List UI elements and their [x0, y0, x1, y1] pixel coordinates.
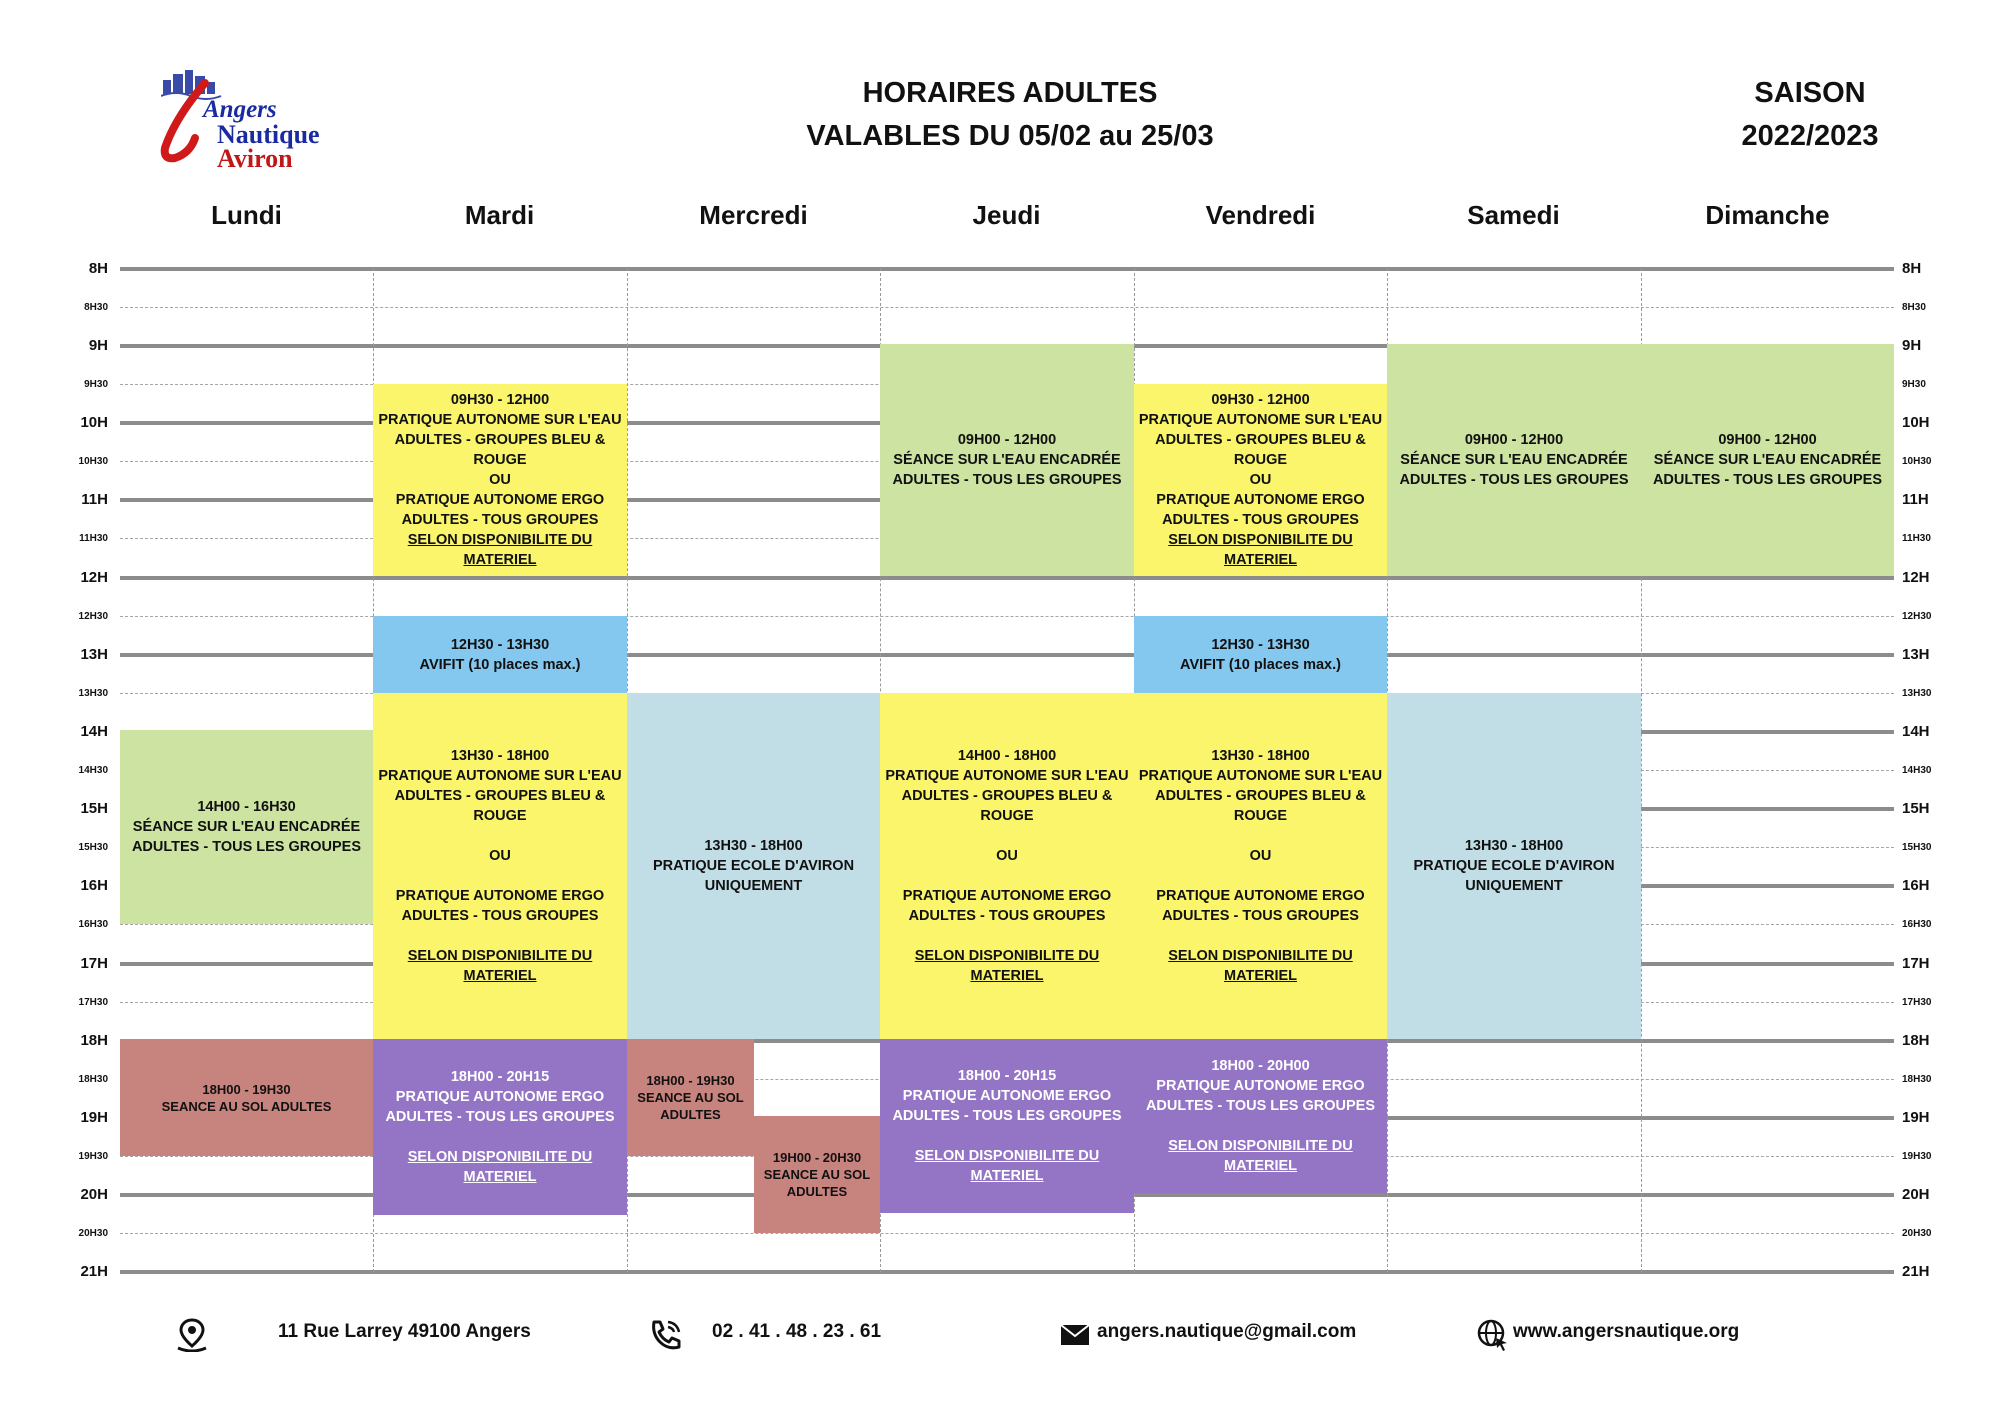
season-label	[1680, 72, 1940, 158]
hour-label: 13H	[80, 646, 108, 663]
session-time: 13H30 - 18H00	[450, 748, 550, 764]
session-text: PRATIQUE AUTONOME ERGO	[1156, 1078, 1365, 1094]
hour-label: 8H30	[1902, 302, 1926, 313]
hour-label: 19H	[80, 1109, 108, 1126]
hour-label: 12H	[80, 569, 108, 586]
session-text: ROUGE	[980, 808, 1034, 824]
session-time: 09H00 - 12H00	[957, 432, 1057, 448]
session-block-vendredi-morning	[1134, 384, 1387, 576]
hour-label: 13H30	[1902, 688, 1932, 699]
session-text: AVIFIT (10 places max.)	[1180, 656, 1341, 673]
day-header-lundi: Lundi	[211, 200, 282, 230]
logo	[155, 64, 345, 173]
hour-label: 14H30	[78, 765, 108, 776]
phone-icon	[648, 1318, 684, 1352]
session-time: 09H30 - 12H00	[450, 392, 550, 408]
hour-label: 17H	[80, 955, 108, 972]
session-time: 14H00 - 16H30	[197, 799, 296, 815]
session-block-jeudi-morning	[880, 344, 1134, 576]
session-text: PRATIQUE AUTONOME ERGO	[395, 888, 605, 904]
hour-label: 11H30	[79, 533, 108, 544]
hour-label: 18H30	[1902, 1074, 1932, 1085]
hour-label: 15H	[80, 800, 108, 817]
title-line-2: VALABLES DU 05/02 au 25/03	[806, 120, 1214, 152]
session-text: PRATIQUE AUTONOME SUR L'EAU	[885, 768, 1129, 784]
session-or: OU	[489, 848, 511, 864]
session-text: SÉANCE SUR L'EAU ENCADRÉE	[1400, 452, 1628, 468]
session-block-mardi-evening	[373, 1039, 627, 1215]
session-text: ADULTES - TOUS LES GROUPES	[892, 472, 1122, 488]
session-block-lundi-evening	[120, 1039, 373, 1156]
day-header-mercredi: Mercredi	[699, 200, 808, 230]
session-time: 14H00 - 18H00	[957, 748, 1057, 764]
session-block-lundi-afternoon	[120, 730, 373, 924]
session-or: OU	[996, 848, 1018, 864]
session-text: ROUGE	[473, 452, 527, 468]
hour-label: 12H30	[78, 611, 108, 622]
hour-label: 14H	[1902, 723, 1930, 740]
hour-label: 10H30	[1902, 456, 1932, 467]
session-block-jeudi-evening	[880, 1039, 1134, 1213]
session-block-samedi-afternoon	[1387, 693, 1641, 1039]
session-text: ADULTES - GROUPES BLEU &	[901, 788, 1113, 804]
session-text: ADULTES - TOUS LES GROUPES	[1145, 1098, 1376, 1114]
session-text: ADULTES - GROUPES BLEU &	[394, 788, 606, 804]
session-text: SEANCE AU SOL ADULTES	[161, 1098, 332, 1114]
hour-label: 17H30	[1902, 997, 1932, 1008]
session-or: OU	[1249, 848, 1272, 864]
hour-label: 15H30	[1902, 842, 1932, 853]
hour-label: 20H	[80, 1186, 108, 1203]
session-time: 18H00 - 20H15	[957, 1068, 1057, 1084]
hour-label: 16H	[1902, 877, 1930, 894]
hour-label: 19H30	[78, 1151, 108, 1162]
session-block-samedi-morning	[1387, 344, 1641, 576]
hour-label: 15H30	[78, 842, 108, 853]
globe-icon	[1476, 1318, 1510, 1352]
session-time: 09H00 - 12H00	[1464, 432, 1564, 448]
hour-label: 8H	[88, 260, 108, 277]
hour-label: 12H30	[1902, 611, 1932, 622]
session-text: PRATIQUE ECOLE D'AVIRON	[652, 858, 855, 874]
session-text: ADULTES - TOUS LES GROUPES	[1652, 472, 1883, 488]
session-text: PRATIQUE AUTONOME SUR L'EAU	[1138, 412, 1383, 428]
session-block-jeudi-afternoon	[880, 693, 1134, 1039]
hour-label: 21H	[1902, 1263, 1930, 1280]
session-block-mercredi-evening-1	[627, 1039, 754, 1156]
hour-label: 16H	[80, 877, 108, 894]
hour-label: 11H30	[1902, 533, 1931, 544]
hour-label: 21H	[80, 1263, 108, 1280]
hour-label: 20H30	[1902, 1228, 1932, 1239]
session-time: 09H30 - 12H00	[1211, 392, 1310, 408]
session-text: ROUGE	[1233, 452, 1288, 468]
footer-email[interactable]: angers.nautique@gmail.com	[1097, 1321, 1357, 1342]
day-header-vendredi: Vendredi	[1205, 200, 1316, 230]
hour-label: 10H	[80, 414, 108, 431]
session-note: SELON DISPONIBILITE DU MATERIEL	[1168, 948, 1353, 984]
session-time: 13H30 - 18H00	[1211, 748, 1310, 764]
session-time: 18H00 - 20H15	[450, 1069, 550, 1085]
hour-label: 17H	[1902, 955, 1930, 972]
session-time: 13H30 - 18H00	[1464, 838, 1564, 854]
day-header-jeudi: Jeudi	[972, 200, 1041, 230]
session-note: SELON DISPONIBILITE DU MATERIEL	[914, 1148, 1100, 1184]
hour-label: 20H30	[78, 1228, 108, 1239]
session-text: ADULTES - GROUPES BLEU &	[1155, 788, 1366, 804]
page-title	[700, 72, 1320, 158]
logo-text-nautique: Nautique	[217, 120, 320, 149]
session-block-mercredi-afternoon	[627, 693, 880, 1039]
session-text: UNIQUEMENT	[704, 878, 803, 894]
gridline	[120, 267, 1894, 271]
hour-label: 11H	[81, 491, 108, 508]
hour-label: 16H30	[78, 919, 108, 930]
footer-website[interactable]: www.angersnautique.org	[1513, 1321, 1740, 1342]
gridline	[120, 576, 1894, 580]
season-line-1: SAISON	[1754, 77, 1866, 109]
footer-phone[interactable]: 02 . 41 . 48 . 23 . 61	[712, 1321, 882, 1342]
hour-label: 18H	[1902, 1032, 1930, 1049]
session-text: ROUGE	[1233, 808, 1288, 824]
session-time: 18H00 - 19H30	[202, 1081, 291, 1097]
session-text: ADULTES - TOUS LES GROUPES	[892, 1108, 1122, 1124]
session-text: PRATIQUE AUTONOME SUR L'EAU	[1138, 768, 1383, 784]
session-time: 13H30 - 18H00	[704, 838, 803, 854]
logo-text-angers: Angers	[203, 96, 277, 123]
hour-label: 12H	[1902, 569, 1930, 586]
session-text: PRATIQUE AUTONOME ERGO	[1156, 888, 1365, 904]
session-text: ADULTES - TOUS GROUPES	[1162, 908, 1359, 924]
session-time: 19H00 - 20H30	[772, 1150, 862, 1165]
session-note: SELON DISPONIBILITE DU MATERIEL	[407, 1149, 593, 1185]
session-text: UNIQUEMENT	[1465, 878, 1563, 894]
hour-label: 15H	[1902, 800, 1930, 817]
session-text: ADULTES	[786, 1184, 848, 1199]
logo-text-aviron: Aviron	[217, 144, 293, 173]
footer-address: 11 Rue Larrey 49100 Angers	[278, 1321, 531, 1342]
hour-label: 9H30	[1902, 379, 1926, 390]
day-header-dimanche: Dimanche	[1705, 200, 1830, 230]
session-text: ADULTES - TOUS LES GROUPES	[1399, 472, 1629, 488]
hour-label: 9H	[1902, 337, 1922, 354]
session-block-mardi-afternoon	[373, 693, 627, 1039]
envelope-icon	[1060, 1324, 1090, 1346]
session-note: SELON DISPONIBILITE DU MATERIEL	[914, 948, 1100, 984]
session-text: PRATIQUE AUTONOME ERGO	[902, 1088, 1112, 1104]
session-note: SELON DISPONIBILITE DU	[1168, 532, 1353, 548]
session-text: SÉANCE SUR L'EAU ENCADRÉE	[1653, 452, 1882, 468]
session-or: OU	[489, 472, 511, 488]
hour-label: 10H30	[78, 456, 108, 467]
day-header-samedi: Samedi	[1467, 200, 1560, 230]
hour-label: 9H	[88, 337, 108, 354]
session-time: 12H30 - 13H30	[1211, 636, 1310, 653]
hour-label: 13H30	[78, 688, 108, 699]
session-text: ADULTES - TOUS GROUPES	[908, 908, 1106, 924]
session-note: SELON DISPONIBILITE DU MATERIEL	[407, 948, 593, 984]
hour-label: 10H	[1902, 414, 1930, 431]
location-pin-icon	[174, 1318, 210, 1352]
hour-label: 8H	[1902, 260, 1922, 277]
session-text: ADULTES - TOUS GROUPES	[401, 512, 599, 528]
hour-label: 20H	[1902, 1186, 1930, 1203]
season-line-2: 2022/2023	[1741, 120, 1879, 152]
session-time: 12H30 - 13H30	[450, 636, 550, 653]
session-block-mardi-morning	[373, 384, 627, 576]
hour-label: 19H	[1902, 1109, 1930, 1126]
session-text: PRATIQUE AUTONOME ERGO	[395, 492, 605, 508]
session-block-dimanche-morning	[1641, 344, 1894, 576]
session-text: ROUGE	[473, 808, 527, 824]
session-text: PRATIQUE ECOLE D'AVIRON	[1413, 858, 1615, 874]
session-text: AVIFIT (10 places max.)	[419, 656, 581, 673]
session-text: PRATIQUE AUTONOME ERGO	[902, 888, 1112, 904]
gridline	[120, 1233, 1894, 1234]
session-block-vendredi-afternoon	[1134, 693, 1387, 1039]
session-text: SÉANCE SUR L'EAU ENCADRÉE	[893, 452, 1121, 468]
session-time: 09H00 - 12H00	[1718, 432, 1817, 448]
session-text: PRATIQUE AUTONOME SUR L'EAU	[378, 768, 622, 784]
hour-label: 19H30	[1902, 1151, 1932, 1162]
session-block-mardi-avifit	[373, 616, 627, 693]
session-text: PRATIQUE AUTONOME ERGO	[395, 1089, 605, 1105]
session-or: OU	[1249, 472, 1272, 488]
title-line-1: HORAIRES ADULTES	[862, 77, 1158, 109]
hour-label: 9H30	[84, 379, 108, 390]
hour-label: 18H	[80, 1032, 108, 1049]
hour-label: 13H	[1902, 646, 1930, 663]
session-note: SELON DISPONIBILITE DU MATERIEL	[407, 532, 593, 568]
gridline	[120, 307, 1894, 308]
session-text: ADULTES - TOUS GROUPES	[1162, 512, 1359, 528]
session-block-vendredi-avifit	[1134, 616, 1387, 693]
day-header-mardi: Mardi	[464, 200, 535, 230]
session-note: MATERIEL	[1223, 552, 1298, 568]
gridline	[120, 1270, 1894, 1274]
session-note: SELON DISPONIBILITE DU MATERIEL	[1168, 1138, 1353, 1174]
session-text: ADULTES - GROUPES BLEU &	[1155, 432, 1366, 448]
session-text: ADULTES - TOUS GROUPES	[401, 908, 599, 924]
session-text: PRATIQUE AUTONOME SUR L'EAU	[378, 412, 622, 428]
session-text: ADULTES - TOUS LES GROUPES	[131, 839, 362, 855]
session-text: SEANCE AU SOL	[763, 1167, 871, 1182]
hour-label: 14H	[80, 723, 108, 740]
session-time: 18H00 - 19H30	[646, 1073, 735, 1088]
session-text: ADULTES - GROUPES BLEU &	[394, 432, 606, 448]
session-text: SEANCE AU SOL	[637, 1090, 744, 1105]
hour-label: 17H30	[78, 997, 108, 1008]
hour-label: 11H	[1902, 491, 1929, 508]
hour-label: 8H30	[84, 302, 108, 313]
session-block-mercredi-evening-2	[754, 1116, 880, 1233]
hour-label: 16H30	[1902, 919, 1932, 930]
hour-label: 18H30	[78, 1074, 108, 1085]
session-text: PRATIQUE AUTONOME ERGO	[1156, 492, 1365, 508]
hour-label: 14H30	[1902, 765, 1932, 776]
session-text: ADULTES	[660, 1107, 721, 1122]
session-block-vendredi-evening	[1134, 1039, 1387, 1193]
session-time: 18H00 - 20H00	[1211, 1058, 1310, 1074]
session-text: SÉANCE SUR L'EAU ENCADRÉE	[132, 819, 361, 835]
session-text: ADULTES - TOUS LES GROUPES	[385, 1109, 615, 1125]
